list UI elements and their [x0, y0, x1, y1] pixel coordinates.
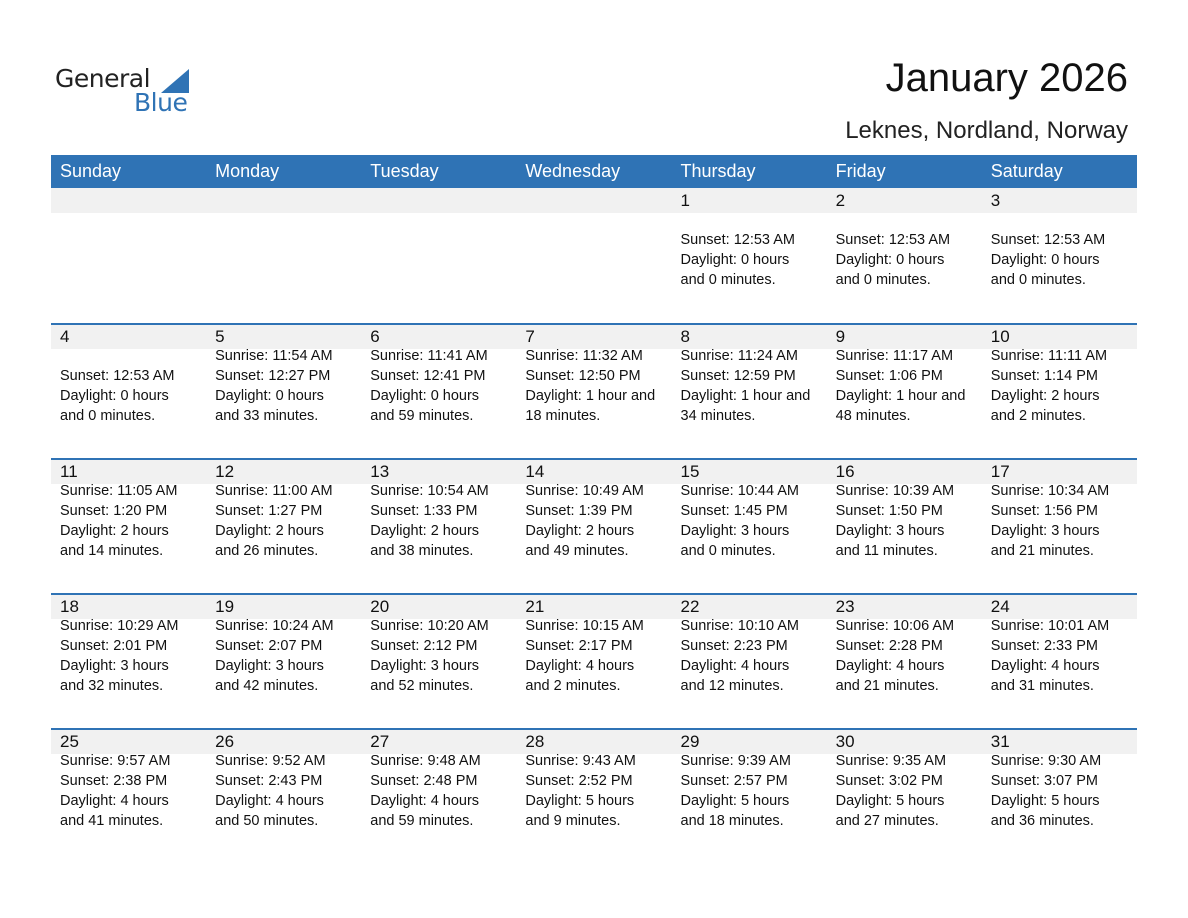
- week-row: [51, 728, 1137, 863]
- day-info: [681, 751, 827, 831]
- sunset-text: Sunset: 12:27 PM: [215, 368, 331, 384]
- day-number: 18: [60, 597, 79, 616]
- daylight-minutes-text: and 32 minutes.: [60, 678, 164, 694]
- sunset-text: Sunset: 2:38 PM: [60, 773, 168, 789]
- sunrise-text: Sunrise: 11:54 AM: [215, 348, 333, 364]
- day-cell: [827, 325, 982, 458]
- day-info: [836, 616, 982, 696]
- daylight-minutes-text: and 0 minutes.: [680, 543, 776, 559]
- weekday-saturday: Saturday: [990, 161, 1063, 181]
- day-info: [525, 346, 671, 426]
- daylight-minutes-text: and 0 minutes.: [990, 272, 1086, 288]
- day-number: [525, 188, 671, 214]
- logo-blue-text: Blue: [134, 88, 188, 117]
- day-cell: [672, 730, 827, 863]
- day-info: [991, 616, 1137, 696]
- day-cell: [982, 730, 1137, 863]
- daylight-minutes-text: and 14 minutes.: [60, 543, 164, 559]
- sunrise-text: Sunrise: 10:20 AM: [370, 618, 489, 634]
- sunrise-text: Sunrise: 11:24 AM: [680, 348, 798, 364]
- day-cell: [982, 325, 1137, 458]
- weekday-tuesday: Tuesday: [370, 161, 439, 181]
- day-number: 23: [835, 597, 855, 616]
- week-cells: [51, 730, 1137, 863]
- day-info: [836, 230, 982, 290]
- day-number: 29: [680, 732, 700, 751]
- daylight-minutes-text: 48 minutes.: [835, 408, 911, 424]
- sunset-text: Sunset: 2:52 PM: [525, 773, 633, 789]
- day-info: [836, 751, 982, 831]
- day-cell: [51, 460, 206, 593]
- week-row: [51, 323, 1137, 458]
- sunset-text: Sunset: 2:07 PM: [215, 638, 323, 654]
- day-cell: [827, 595, 982, 728]
- daylight-minutes-text: and 18 minutes.: [680, 813, 784, 829]
- daylight-text: Daylight: 4 hours: [525, 658, 635, 674]
- daylight-minutes-text: and 49 minutes.: [525, 543, 629, 559]
- daylight-text: Daylight: 0 hours: [835, 252, 945, 268]
- daylight-minutes-text: and 21 minutes.: [835, 678, 939, 694]
- day-number: 24: [990, 597, 1010, 616]
- sunrise-text: Sunrise: 11:41 AM: [370, 348, 488, 364]
- daylight-text: Daylight: 4 hours: [60, 793, 169, 809]
- daylight-text: Daylight: 3 hours: [60, 658, 169, 674]
- day-number: 19: [215, 597, 235, 616]
- sunrise-text: Sunrise: 9:30 AM: [990, 753, 1102, 769]
- sunset-text: Sunset: 1:56 PM: [990, 503, 1098, 519]
- daylight-text: Daylight: 3 hours: [215, 658, 324, 674]
- day-cell: [206, 595, 361, 728]
- sunrise-text: Sunrise: 10:06 AM: [835, 618, 955, 634]
- day-number: [215, 188, 361, 214]
- day-number: 11: [60, 462, 78, 481]
- week-cells: [51, 325, 1137, 458]
- daylight-minutes-text: and 59 minutes.: [370, 408, 474, 424]
- sunrise-text: Sunrise: 10:54 AM: [370, 483, 489, 499]
- day-cell: [827, 188, 982, 323]
- week-row: [51, 188, 1137, 323]
- day-number: 30: [835, 732, 855, 751]
- day-cell: [516, 595, 671, 728]
- sunset-text: Sunset: 12:53 AM: [60, 368, 175, 384]
- sunrise-text: Sunrise: 10:39 AM: [835, 483, 955, 499]
- day-info: [681, 481, 827, 561]
- day-info: [215, 346, 361, 426]
- logo-general-text: General: [55, 64, 151, 93]
- sunset-text: Sunset: 2:23 PM: [680, 638, 788, 654]
- daylight-text: Daylight: 3 hours: [990, 523, 1100, 539]
- day-cell: [672, 325, 827, 458]
- day-cell: [982, 460, 1137, 593]
- sunset-text: Sunset: 12:53 AM: [680, 232, 795, 248]
- daylight-minutes-text: and 21 minutes.: [990, 543, 1094, 559]
- sunset-text: Sunset: 3:07 PM: [990, 773, 1098, 789]
- sunset-text: Sunset: 12:50 PM: [525, 368, 641, 384]
- sunset-text: Sunset: 2:17 PM: [525, 638, 633, 654]
- daylight-minutes-text: and 2 minutes.: [990, 408, 1086, 424]
- daylight-minutes-text: and 27 minutes.: [835, 813, 939, 829]
- daylight-minutes-text: and 31 minutes.: [990, 678, 1094, 694]
- day-info: [525, 751, 671, 831]
- day-cell: [516, 460, 671, 593]
- sunset-text: Sunset: 12:59 PM: [680, 368, 796, 384]
- daylight-minutes-text: 34 minutes.: [680, 408, 756, 424]
- sunrise-text: Sunrise: 10:44 AM: [680, 483, 799, 499]
- day-info: [991, 481, 1137, 561]
- daylight-minutes-text: and 0 minutes.: [835, 272, 931, 288]
- sunrise-text: Sunrise: 9:57 AM: [60, 753, 171, 769]
- weekday-thursday: Thursday: [680, 161, 756, 181]
- sunrise-text: Sunrise: 11:32 AM: [525, 348, 643, 364]
- daylight-text: Daylight: 4 hours: [990, 658, 1100, 674]
- daylight-text: Daylight: 4 hours: [370, 793, 480, 809]
- daylight-minutes-text: and 26 minutes.: [215, 543, 319, 559]
- day-number: 7: [525, 327, 535, 346]
- day-cell: [361, 730, 516, 863]
- weekday-header-row: [51, 155, 1137, 188]
- day-info: [215, 481, 361, 561]
- page-title: January 2026: [885, 56, 1128, 100]
- sunset-text: Sunset: 1:33 PM: [370, 503, 478, 519]
- day-cell: [206, 188, 361, 323]
- day-number: 15: [680, 462, 700, 481]
- day-info: [525, 481, 671, 561]
- day-info: [991, 230, 1137, 290]
- logo: [55, 64, 195, 120]
- day-number: 1: [680, 191, 690, 210]
- day-number: 31: [990, 732, 1010, 751]
- day-info: [991, 751, 1137, 831]
- sunset-text: Sunset: 2:33 PM: [990, 638, 1098, 654]
- day-number: 22: [680, 597, 700, 616]
- day-cell: [516, 730, 671, 863]
- daylight-text: Daylight: 1 hour and: [680, 388, 811, 404]
- sunrise-text: Sunrise: 10:29 AM: [60, 618, 179, 634]
- day-number: 21: [525, 597, 545, 616]
- daylight-text: Daylight: 1 hour and: [835, 388, 966, 404]
- week-row: [51, 593, 1137, 728]
- day-cell: [206, 325, 361, 458]
- weeks-container: [51, 188, 1137, 863]
- daylight-minutes-text: and 2 minutes.: [525, 678, 621, 694]
- daylight-text: Daylight: 2 hours: [215, 523, 324, 539]
- daylight-text: Daylight: 1 hour and: [525, 388, 656, 404]
- week-cells: [51, 460, 1137, 593]
- daylight-text: Daylight: 2 hours: [370, 523, 480, 539]
- daylight-minutes-text: and 42 minutes.: [215, 678, 319, 694]
- day-number: [370, 188, 516, 214]
- daylight-text: Daylight: 4 hours: [680, 658, 790, 674]
- sunrise-text: Sunrise: 10:24 AM: [215, 618, 334, 634]
- day-cell: [672, 188, 827, 323]
- sunrise-text: Sunrise: 9:52 AM: [215, 753, 326, 769]
- sunset-text: Sunset: 12:53 AM: [835, 232, 951, 248]
- daylight-minutes-text: and 41 minutes.: [60, 813, 164, 829]
- day-info: [681, 230, 827, 290]
- daylight-minutes-text: 18 minutes.: [525, 408, 601, 424]
- daylight-text: Daylight: 5 hours: [835, 793, 945, 809]
- sunset-text: Sunset: 2:57 PM: [680, 773, 788, 789]
- day-number: 4: [60, 327, 70, 346]
- daylight-text: Daylight: 4 hours: [835, 658, 945, 674]
- sunset-text: Sunset: 12:53 AM: [990, 232, 1106, 248]
- sunset-text: Sunset: 3:02 PM: [835, 773, 943, 789]
- daylight-minutes-text: and 0 minutes.: [60, 408, 156, 424]
- day-cell: [51, 325, 206, 458]
- day-number: 13: [370, 462, 390, 481]
- day-info: [991, 346, 1137, 426]
- daylight-text: Daylight: 3 hours: [835, 523, 945, 539]
- sunrise-text: Sunrise: 9:43 AM: [525, 753, 636, 769]
- day-cell: [206, 730, 361, 863]
- day-info: [681, 616, 827, 696]
- day-cell: [827, 730, 982, 863]
- day-cell: [672, 595, 827, 728]
- day-number: 8: [680, 327, 690, 346]
- day-number: 25: [60, 732, 79, 751]
- daylight-text: Daylight: 0 hours: [215, 388, 324, 404]
- sunrise-text: Sunrise: 10:01 AM: [990, 618, 1110, 634]
- day-number: 3: [990, 191, 1001, 210]
- day-number: 27: [370, 732, 390, 751]
- day-cell: [206, 460, 361, 593]
- sunrise-text: Sunrise: 11:11 AM: [990, 348, 1108, 364]
- daylight-minutes-text: and 12 minutes.: [680, 678, 784, 694]
- daylight-text: Daylight: 4 hours: [215, 793, 324, 809]
- daylight-text: Daylight: 0 hours: [370, 388, 480, 404]
- day-info: [370, 616, 516, 696]
- daylight-text: Daylight: 5 hours: [680, 793, 790, 809]
- day-info: [60, 366, 206, 426]
- sunrise-text: Sunrise: 11:17 AM: [835, 348, 954, 364]
- daylight-minutes-text: and 0 minutes.: [680, 272, 776, 288]
- day-info: [370, 346, 516, 426]
- sunset-text: Sunset: 1:20 PM: [60, 503, 168, 519]
- sunset-text: Sunset: 1:14 PM: [990, 368, 1098, 384]
- sunset-text: Sunset: 1:27 PM: [215, 503, 323, 519]
- day-cell: [51, 730, 206, 863]
- day-info: [215, 751, 361, 831]
- day-number: 20: [370, 597, 390, 616]
- day-info: [60, 751, 206, 831]
- day-number: 28: [525, 732, 545, 751]
- weekday-sunday: Sunday: [60, 161, 122, 181]
- day-cell: [827, 460, 982, 593]
- day-info: [370, 481, 516, 561]
- day-number: 9: [835, 327, 846, 346]
- sunset-text: Sunset: 2:48 PM: [370, 773, 478, 789]
- day-number: 12: [215, 462, 235, 481]
- day-info: [525, 616, 671, 696]
- sunset-text: Sunset: 1:45 PM: [680, 503, 788, 519]
- daylight-minutes-text: and 36 minutes.: [990, 813, 1094, 829]
- daylight-minutes-text: and 59 minutes.: [370, 813, 474, 829]
- weekday-wednesday: Wednesday: [525, 161, 621, 181]
- day-number: 17: [990, 462, 1010, 481]
- week-row: [51, 458, 1137, 593]
- daylight-text: Daylight: 0 hours: [990, 252, 1100, 268]
- sunrise-text: Sunrise: 10:49 AM: [525, 483, 644, 499]
- sunrise-text: Sunrise: 9:35 AM: [835, 753, 947, 769]
- location-subtitle: Leknes, Nordland, Norway: [845, 117, 1128, 144]
- calendar-grid: [51, 155, 1137, 863]
- day-cell: [361, 325, 516, 458]
- daylight-minutes-text: and 33 minutes.: [215, 408, 319, 424]
- sunset-text: Sunset: 2:12 PM: [370, 638, 478, 654]
- sunrise-text: Sunrise: 9:48 AM: [370, 753, 481, 769]
- daylight-minutes-text: and 9 minutes.: [525, 813, 621, 829]
- sunset-text: Sunset: 1:06 PM: [835, 368, 943, 384]
- day-number: 5: [215, 327, 225, 346]
- sunset-text: Sunset: 12:41 PM: [370, 368, 486, 384]
- sunrise-text: Sunrise: 10:15 AM: [525, 618, 644, 634]
- day-cell: [361, 595, 516, 728]
- sunset-text: Sunset: 1:39 PM: [525, 503, 633, 519]
- day-info: [60, 616, 206, 696]
- day-number: 10: [990, 327, 1010, 346]
- daylight-minutes-text: and 38 minutes.: [370, 543, 474, 559]
- day-number: 14: [525, 462, 545, 481]
- sunset-text: Sunset: 1:50 PM: [835, 503, 943, 519]
- day-info: [836, 481, 982, 561]
- day-cell: [982, 595, 1137, 728]
- day-info: [215, 616, 361, 696]
- daylight-minutes-text: and 50 minutes.: [215, 813, 319, 829]
- day-number: 16: [835, 462, 855, 481]
- day-cell: [51, 188, 206, 323]
- day-cell: [361, 460, 516, 593]
- daylight-text: Daylight: 3 hours: [370, 658, 480, 674]
- day-number: 6: [370, 327, 380, 346]
- daylight-text: Daylight: 5 hours: [990, 793, 1100, 809]
- day-cell: [516, 188, 671, 323]
- sunrise-text: Sunrise: 11:00 AM: [215, 483, 333, 499]
- day-number: [60, 188, 206, 214]
- daylight-minutes-text: and 52 minutes.: [370, 678, 474, 694]
- sunset-text: Sunset: 2:43 PM: [215, 773, 323, 789]
- day-cell: [672, 460, 827, 593]
- daylight-text: Daylight: 5 hours: [525, 793, 635, 809]
- weekday-friday: Friday: [835, 161, 886, 181]
- sunrise-text: Sunrise: 11:05 AM: [60, 483, 178, 499]
- daylight-text: Daylight: 2 hours: [525, 523, 635, 539]
- day-number: 26: [215, 732, 235, 751]
- day-number: 2: [835, 191, 846, 210]
- daylight-minutes-text: and 11 minutes.: [835, 543, 938, 559]
- week-cells: [51, 595, 1137, 728]
- week-cells: [51, 188, 1137, 323]
- day-cell: [982, 188, 1137, 323]
- weekday-monday: Monday: [215, 161, 280, 181]
- sunset-text: Sunset: 2:01 PM: [60, 638, 168, 654]
- day-info: [681, 346, 827, 426]
- day-info: [370, 751, 516, 831]
- sunrise-text: Sunrise: 10:34 AM: [990, 483, 1110, 499]
- day-cell: [516, 325, 671, 458]
- sunrise-text: Sunrise: 10:10 AM: [680, 618, 799, 634]
- day-info: [60, 481, 206, 561]
- daylight-text: Daylight: 2 hours: [60, 523, 169, 539]
- sunset-text: Sunset: 2:28 PM: [835, 638, 943, 654]
- day-cell: [361, 188, 516, 323]
- daylight-text: Daylight: 3 hours: [680, 523, 790, 539]
- daylight-text: Daylight: 0 hours: [680, 252, 790, 268]
- sunrise-text: Sunrise: 9:39 AM: [680, 753, 791, 769]
- day-cell: [51, 595, 206, 728]
- daylight-text: Daylight: 0 hours: [60, 388, 169, 404]
- day-info: [836, 346, 982, 426]
- daylight-text: Daylight: 2 hours: [990, 388, 1100, 404]
